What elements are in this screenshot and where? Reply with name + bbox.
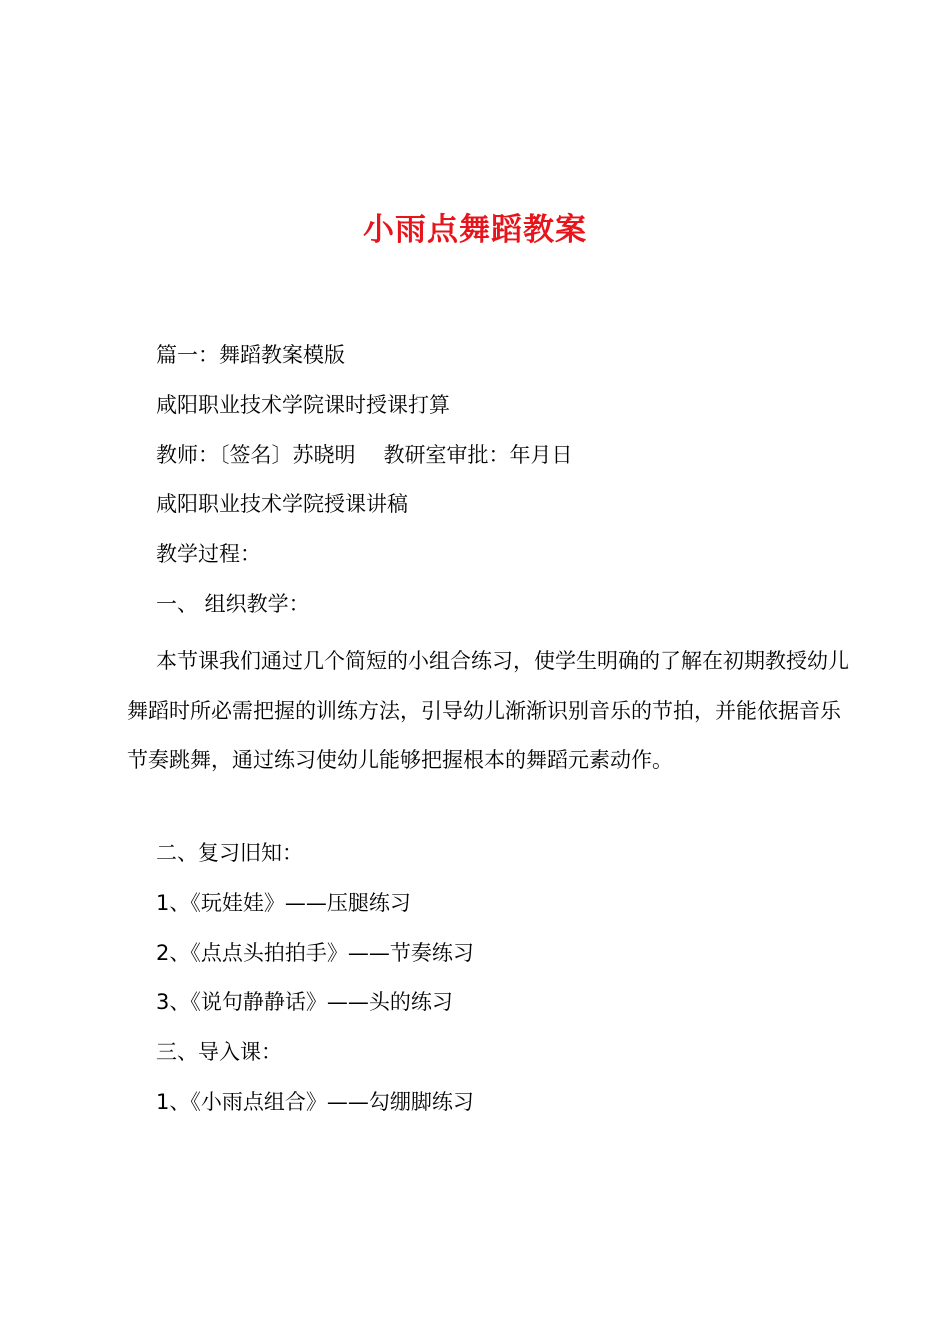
numbered-heading: 三、导入课： xyxy=(156,1040,282,1064)
section-heading: 篇一：舞蹈教案模版 xyxy=(156,343,345,367)
list-item: 1、《玩娃娃》——压腿练习 xyxy=(156,891,411,915)
list-item: 2、《点点头拍拍手》——节奏练习 xyxy=(156,941,474,965)
text-line: 咸阳职业技术学院课时授课打算 xyxy=(156,393,450,417)
teacher-line xyxy=(156,440,573,470)
paragraph-line: 并能依据音乐节奏跳舞，通过练习使幼儿能够把握根本的舞蹈元素动作。 xyxy=(127,698,841,772)
paragraph-line: 授幼儿舞蹈时所必需把握的训练方法，引导幼儿渐渐识别音乐的节拍， xyxy=(127,649,849,723)
list-item: 3、《说句静静话》——头的练习 xyxy=(156,990,453,1014)
text-line: 教学过程： xyxy=(156,542,261,566)
paragraph-line: 本节课我们通过几个简短的小组合练习，使学生明确的了解在初期教 xyxy=(156,649,786,673)
text-line: 咸阳职业技术学院授课讲稿 xyxy=(156,492,408,516)
numbered-heading: 一、 组织教学： xyxy=(156,592,310,616)
numbered-heading: 二、复习旧知： xyxy=(156,841,303,865)
list-item: 1、《小雨点组合》——勾绷脚练习 xyxy=(156,1090,474,1114)
approval-text: 教研室审批：年月日 xyxy=(383,443,573,467)
document-title: 小雨点舞蹈教案 xyxy=(363,212,587,248)
body-paragraph xyxy=(127,637,857,786)
teacher-name: 教师：〔签名〕苏晓明 xyxy=(156,443,356,467)
